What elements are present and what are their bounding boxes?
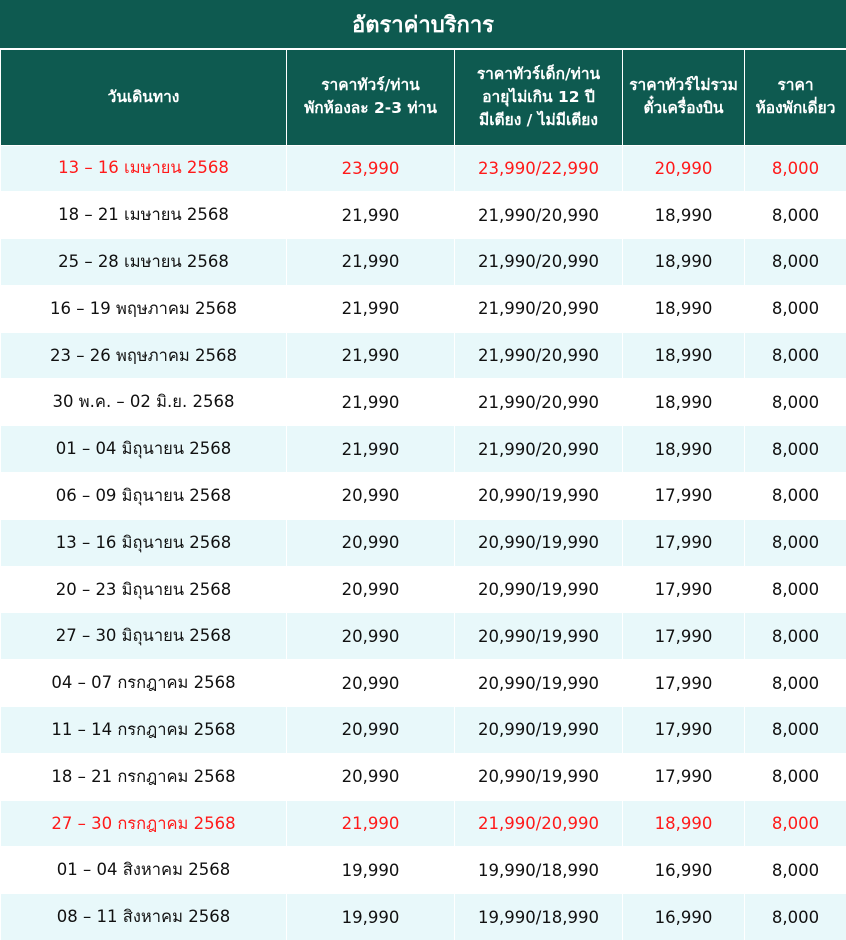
cell-no-flight-price: 17,990 bbox=[623, 473, 745, 520]
cell-child-price: 23,990/22,990 bbox=[455, 145, 623, 192]
header-line: มีเตียง / ไม่มีเตียง bbox=[479, 110, 598, 129]
cell-child-price: 20,990/19,990 bbox=[455, 660, 623, 707]
header-line: ห้องพักเดี่ยว bbox=[755, 99, 836, 118]
cell-departure-date: 01 – 04 สิงหาคม 2568 bbox=[1, 847, 287, 894]
table-row bbox=[1, 145, 846, 192]
table-row bbox=[1, 519, 846, 566]
cell-adult-price: 21,990 bbox=[287, 426, 455, 473]
cell-departure-date: 11 – 14 กรกฎาคม 2568 bbox=[1, 707, 287, 754]
cell-departure-date: 27 – 30 กรกฎาคม 2568 bbox=[1, 800, 287, 847]
cell-no-flight-price: 18,990 bbox=[623, 285, 745, 332]
cell-no-flight-price: 18,990 bbox=[623, 379, 745, 426]
cell-child-price: 21,990/20,990 bbox=[455, 332, 623, 379]
cell-child-price: 20,990/19,990 bbox=[455, 753, 623, 800]
cell-adult-price: 21,990 bbox=[287, 800, 455, 847]
table-row bbox=[1, 847, 846, 894]
header-line: ราคา bbox=[777, 76, 814, 95]
cell-no-flight-price: 17,990 bbox=[623, 753, 745, 800]
cell-no-flight-price: 17,990 bbox=[623, 519, 745, 566]
cell-child-price: 20,990/19,990 bbox=[455, 707, 623, 754]
cell-adult-price: 20,990 bbox=[287, 473, 455, 520]
cell-child-price: 20,990/19,990 bbox=[455, 566, 623, 613]
table-row bbox=[1, 800, 846, 847]
cell-single-room-price: 8,000 bbox=[745, 894, 846, 940]
cell-child-price: 20,990/19,990 bbox=[455, 473, 623, 520]
header-departure-date bbox=[1, 50, 287, 145]
cell-departure-date: 08 – 11 สิงหาคม 2568 bbox=[1, 894, 287, 940]
cell-no-flight-price: 16,990 bbox=[623, 847, 745, 894]
cell-adult-price: 21,990 bbox=[287, 332, 455, 379]
cell-no-flight-price: 20,990 bbox=[623, 145, 745, 192]
cell-departure-date: 04 – 07 กรกฎาคม 2568 bbox=[1, 660, 287, 707]
cell-adult-price: 21,990 bbox=[287, 239, 455, 286]
cell-single-room-price: 8,000 bbox=[745, 239, 846, 286]
header-line: ราคาทัวร์เด็ก/ท่าน bbox=[476, 64, 601, 83]
cell-adult-price: 20,990 bbox=[287, 519, 455, 566]
cell-no-flight-price: 17,990 bbox=[623, 566, 745, 613]
header-child-price bbox=[455, 50, 623, 145]
price-table bbox=[0, 50, 846, 940]
cell-adult-price: 20,990 bbox=[287, 707, 455, 754]
cell-no-flight-price: 18,990 bbox=[623, 239, 745, 286]
table-row bbox=[1, 332, 846, 379]
cell-adult-price: 20,990 bbox=[287, 613, 455, 660]
cell-departure-date: 27 – 30 มิถุนายน 2568 bbox=[1, 613, 287, 660]
cell-adult-price: 20,990 bbox=[287, 566, 455, 613]
cell-child-price: 21,990/20,990 bbox=[455, 379, 623, 426]
header-no-flight-price bbox=[623, 50, 745, 145]
table-row bbox=[1, 707, 846, 754]
cell-single-room-price: 8,000 bbox=[745, 379, 846, 426]
cell-adult-price: 21,990 bbox=[287, 192, 455, 239]
cell-single-room-price: 8,000 bbox=[745, 613, 846, 660]
table-row bbox=[1, 753, 846, 800]
cell-departure-date: 30 พ.ค. – 02 มิ.ย. 2568 bbox=[1, 379, 287, 426]
header-line: วันเดินทาง bbox=[107, 87, 180, 106]
cell-adult-price: 21,990 bbox=[287, 285, 455, 332]
table-row bbox=[1, 613, 846, 660]
cell-child-price: 19,990/18,990 bbox=[455, 847, 623, 894]
table-row bbox=[1, 285, 846, 332]
cell-child-price: 21,990/20,990 bbox=[455, 800, 623, 847]
cell-child-price: 21,990/20,990 bbox=[455, 239, 623, 286]
cell-departure-date: 20 – 23 มิถุนายน 2568 bbox=[1, 566, 287, 613]
header-line: พักห้องละ 2-3 ท่าน bbox=[304, 99, 437, 118]
cell-departure-date: 25 – 28 เมษายน 2568 bbox=[1, 239, 287, 286]
cell-adult-price: 19,990 bbox=[287, 847, 455, 894]
cell-no-flight-price: 18,990 bbox=[623, 426, 745, 473]
table-row bbox=[1, 566, 846, 613]
header-row bbox=[1, 50, 846, 145]
cell-no-flight-price: 17,990 bbox=[623, 613, 745, 660]
cell-departure-date: 18 – 21 เมษายน 2568 bbox=[1, 192, 287, 239]
table-row bbox=[1, 426, 846, 473]
table-row bbox=[1, 239, 846, 286]
cell-departure-date: 13 – 16 เมษายน 2568 bbox=[1, 145, 287, 192]
table-row bbox=[1, 894, 846, 940]
cell-single-room-price: 8,000 bbox=[745, 707, 846, 754]
table-row bbox=[1, 192, 846, 239]
cell-child-price: 20,990/19,990 bbox=[455, 519, 623, 566]
cell-departure-date: 13 – 16 มิถุนายน 2568 bbox=[1, 519, 287, 566]
header-line: อายุไม่เกิน 12 ปี bbox=[482, 87, 595, 106]
cell-single-room-price: 8,000 bbox=[745, 426, 846, 473]
cell-single-room-price: 8,000 bbox=[745, 753, 846, 800]
cell-single-room-price: 8,000 bbox=[745, 519, 846, 566]
table-body bbox=[1, 145, 846, 940]
cell-single-room-price: 8,000 bbox=[745, 660, 846, 707]
table-row bbox=[1, 660, 846, 707]
cell-no-flight-price: 18,990 bbox=[623, 192, 745, 239]
cell-departure-date: 16 – 19 พฤษภาคม 2568 bbox=[1, 285, 287, 332]
cell-single-room-price: 8,000 bbox=[745, 192, 846, 239]
cell-child-price: 20,990/19,990 bbox=[455, 613, 623, 660]
cell-child-price: 21,990/20,990 bbox=[455, 285, 623, 332]
header-line: ราคาทัวร์/ท่าน bbox=[321, 76, 420, 95]
cell-adult-price: 21,990 bbox=[287, 379, 455, 426]
cell-no-flight-price: 16,990 bbox=[623, 894, 745, 940]
cell-adult-price: 23,990 bbox=[287, 145, 455, 192]
table-row bbox=[1, 379, 846, 426]
header-line: ราคาทัวร์ไม่รวม bbox=[629, 76, 738, 95]
cell-departure-date: 23 – 26 พฤษภาคม 2568 bbox=[1, 332, 287, 379]
cell-adult-price: 19,990 bbox=[287, 894, 455, 940]
cell-single-room-price: 8,000 bbox=[745, 145, 846, 192]
cell-single-room-price: 8,000 bbox=[745, 800, 846, 847]
cell-child-price: 19,990/18,990 bbox=[455, 894, 623, 940]
cell-adult-price: 20,990 bbox=[287, 660, 455, 707]
table-row bbox=[1, 473, 846, 520]
cell-child-price: 21,990/20,990 bbox=[455, 426, 623, 473]
cell-no-flight-price: 17,990 bbox=[623, 707, 745, 754]
header-single-room-price bbox=[745, 50, 846, 145]
header-adult-price bbox=[287, 50, 455, 145]
cell-no-flight-price: 17,990 bbox=[623, 660, 745, 707]
cell-single-room-price: 8,000 bbox=[745, 847, 846, 894]
cell-departure-date: 18 – 21 กรกฎาคม 2568 bbox=[1, 753, 287, 800]
cell-no-flight-price: 18,990 bbox=[623, 800, 745, 847]
table-header bbox=[1, 50, 846, 145]
table-title: อัตราค่าบริการ bbox=[0, 0, 846, 50]
cell-single-room-price: 8,000 bbox=[745, 332, 846, 379]
cell-departure-date: 01 – 04 มิถุนายน 2568 bbox=[1, 426, 287, 473]
cell-child-price: 21,990/20,990 bbox=[455, 192, 623, 239]
cell-no-flight-price: 18,990 bbox=[623, 332, 745, 379]
cell-single-room-price: 8,000 bbox=[745, 473, 846, 520]
cell-adult-price: 20,990 bbox=[287, 753, 455, 800]
cell-single-room-price: 8,000 bbox=[745, 285, 846, 332]
header-line: ตั๋วเครื่องบิน bbox=[643, 99, 724, 118]
cell-departure-date: 06 – 09 มิถุนายน 2568 bbox=[1, 473, 287, 520]
cell-single-room-price: 8,000 bbox=[745, 566, 846, 613]
